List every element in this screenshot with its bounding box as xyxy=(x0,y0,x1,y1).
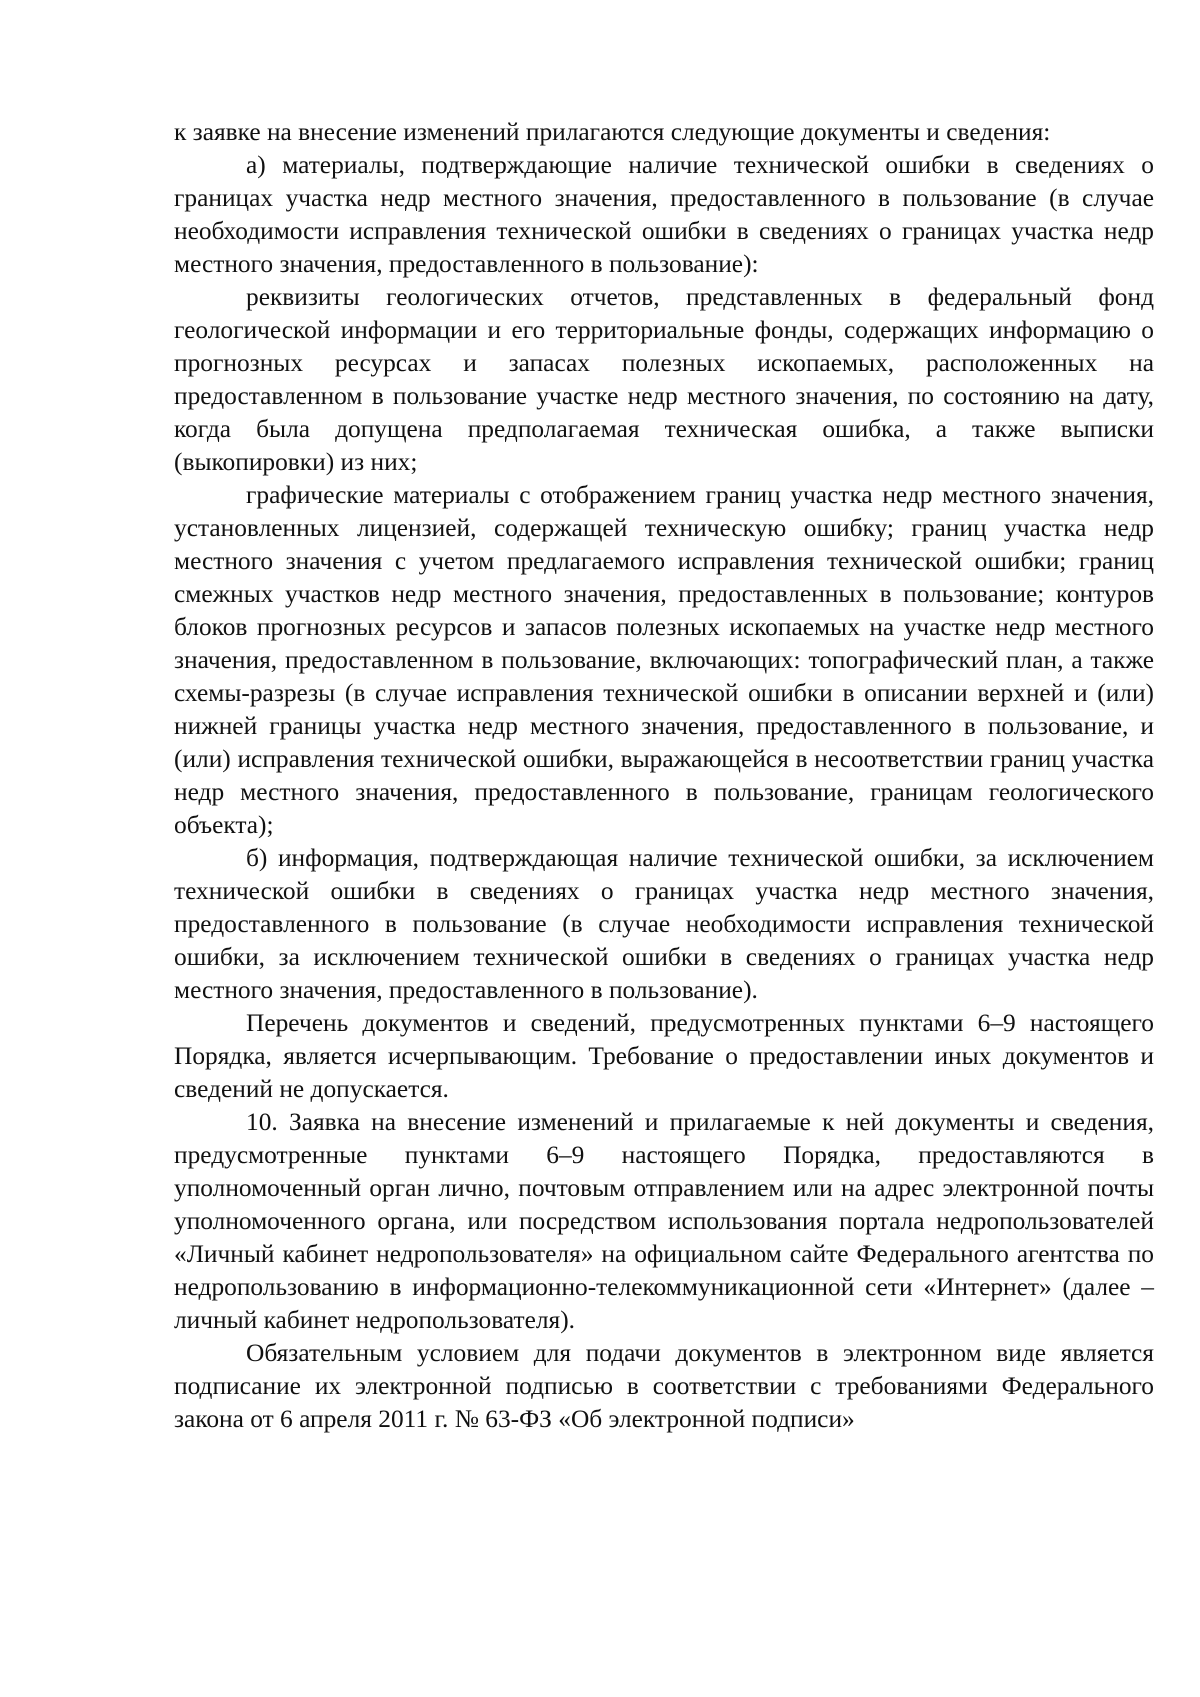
paragraph-exhaustive-list: Перечень документов и сведений, предусмотренных пунктами 6–9 настоящего Порядка, является исчерпывающим. Требование о предоставлении иных документов и сведений не допускается. xyxy=(174,1009,1154,1103)
document-page xyxy=(174,116,1154,1436)
paragraph-clause-10: 10. Заявка на внесение изменений и прилагаемые к ней документы и сведения, предусмотренные пунктами 6–9 настоящего Порядка, предоставляются в уполномоченный орган лично, почтовым отправлением или на адрес электронной почты уполномоченного органа, или посредством использования портала недропользователей «Личный кабинет недропользователя» на официальном сайте Федерального агентства по недропользованию в информационно-телекоммуникационной сети «Интернет» (далее – личный кабинет недропользователя). xyxy=(174,1108,1154,1334)
paragraph-continuation: к заявке на внесение изменений прилагаются следующие документы и сведения: xyxy=(174,118,1051,146)
paragraph-electronic-signature: Обязательным условием для подачи документов в электронном виде является подписание их электронной подписью в соответствии с требованиями Федерального закона от 6 апреля 2011 г. № 63-ФЗ «Об электронной подписи» xyxy=(174,1339,1154,1433)
paragraph-graphic-materials: графические материалы с отображением границ участка недр местного значения, установленных лицензией, содержащей техническую ошибку; границ участка недр местного значения с учетом предлагаемого исправления технической ошибки; границ смежных участков недр местного значения, предоставленных в пользование; контуров блоков прогнозных ресурсов и запасов полезных ископаемых на участке недр местного значения, предоставленном в пользование, включающих: топографический план, а также схемы-разрезы (в случае исправления технической ошибки в описании верхней и (или) нижней границы участка недр местного значения, предоставленного в пользование, и (или) исправления технической ошибки, выражающейся в несоответствии границ участка недр местного значения, предоставленного в пользование, границам геологического объекта); xyxy=(174,481,1154,839)
paragraph-item-a: а) материалы, подтверждающие наличие технической ошибки в сведениях о границах участка недр местного значения, предоставленного в пользование (в случае необходимости исправления технической ошибки в сведениях о границах участка недр местного значения, предоставленного в пользование): xyxy=(174,151,1154,278)
paragraph-item-b: б) информация, подтверждающая наличие технической ошибки, за исключением технической ошибки в сведениях о границах участка недр местного значения, предоставленного в пользование (в случае необходимости исправления технической ошибки, за исключением технической ошибки в сведениях о границах участка недр местного значения, предоставленного в пользование). xyxy=(174,844,1154,1004)
paragraph-geological-reports: реквизиты геологических отчетов, представленных в федеральный фонд геологической информации и его территориальные фонды, содержащих информацию о прогнозных ресурсах и запасах полезных ископаемых, расположенных на предоставленном в пользование участке недр местного значения, по состоянию на дату, когда была допущена предполагаемая техническая ошибка, а также выписки (выкопировки) из них; xyxy=(174,283,1154,476)
